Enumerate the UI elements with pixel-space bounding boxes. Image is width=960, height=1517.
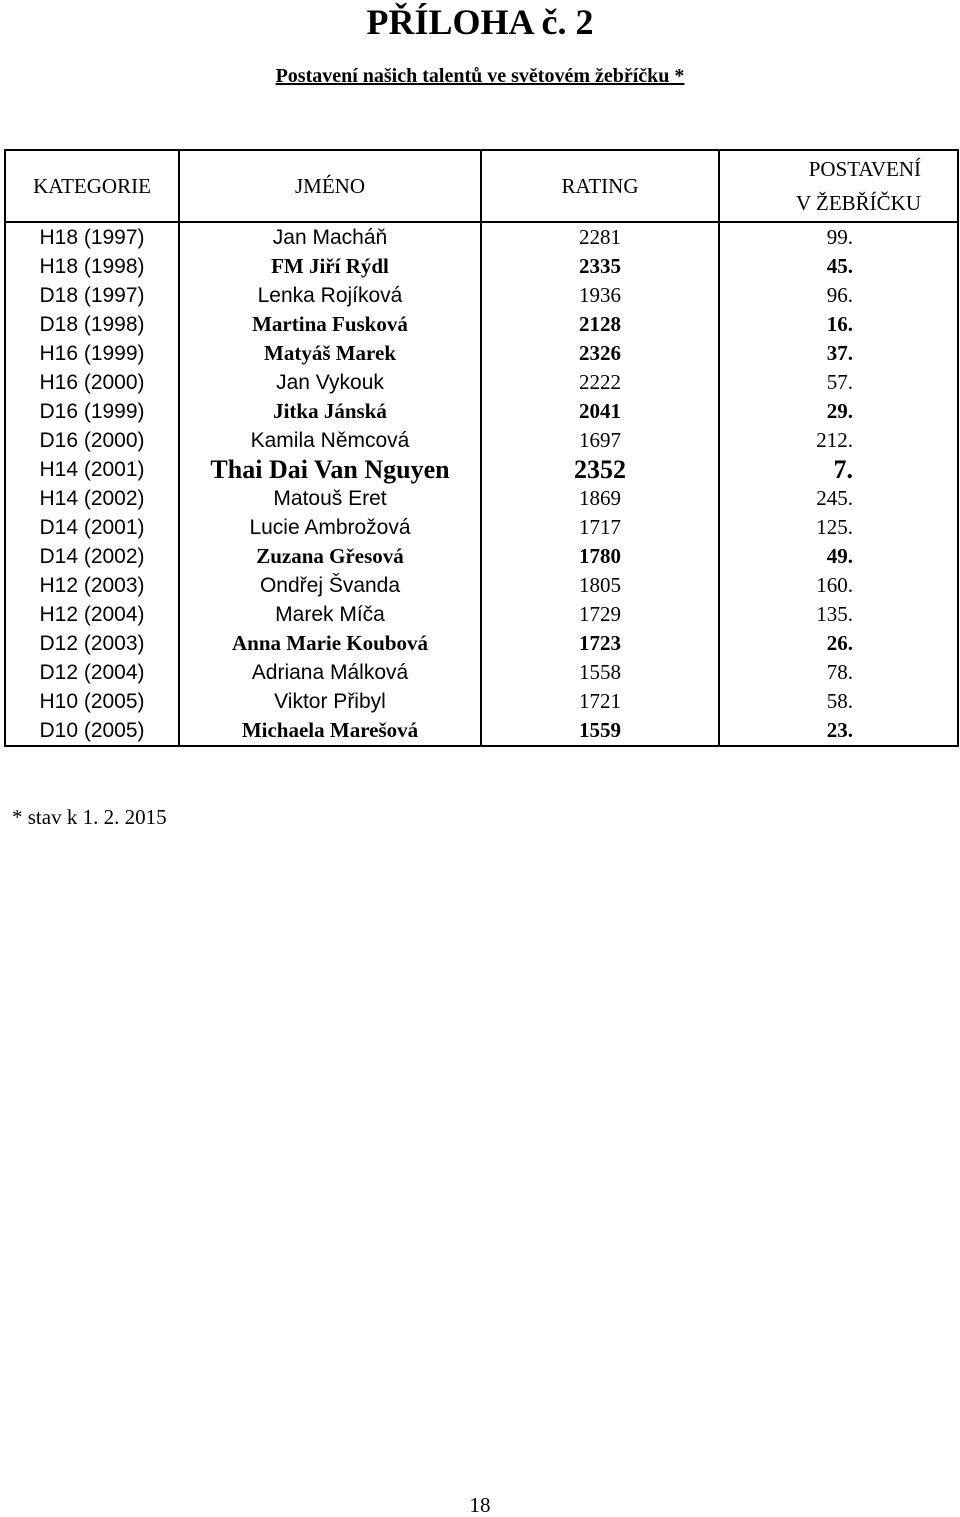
header-name: JMÉNO: [179, 150, 481, 222]
cell-rank: 16.: [719, 310, 958, 339]
cell-category: H16 (1999): [5, 339, 179, 368]
page-title: PŘÍLOHA č. 2: [366, 2, 594, 42]
cell-rating: 2352: [481, 455, 719, 484]
cell-name: Michaela Marešová: [179, 716, 481, 746]
page-number: 18: [469, 1493, 491, 1517]
header-rating: RATING: [481, 150, 719, 222]
table-row: [5, 397, 958, 426]
cell-name: Adriana Málková: [179, 658, 481, 687]
cell-category: D18 (1997): [5, 281, 179, 310]
cell-name: Lenka Rojíková: [179, 281, 481, 310]
cell-category: H18 (1998): [5, 252, 179, 281]
cell-rank: 96.: [719, 281, 958, 310]
table-caption: [0, 63, 960, 89]
cell-name: Matyáš Marek: [179, 339, 481, 368]
cell-category: D16 (1999): [5, 397, 179, 426]
table-row: [5, 426, 958, 455]
cell-rank: 78.: [719, 658, 958, 687]
table-row: [5, 716, 958, 746]
cell-rating: 1869: [481, 484, 719, 513]
cell-name: Kamila Němcová: [179, 426, 481, 455]
cell-name: Anna Marie Koubová: [179, 629, 481, 658]
cell-rank: 57.: [719, 368, 958, 397]
cell-rank: 7.: [719, 455, 958, 484]
cell-rank: 37.: [719, 339, 958, 368]
cell-rating: 1717: [481, 513, 719, 542]
table-row: [5, 687, 958, 716]
cell-category: D16 (2000): [5, 426, 179, 455]
cell-category: H16 (2000): [5, 368, 179, 397]
table-row: [5, 629, 958, 658]
table-row: [5, 513, 958, 542]
table-row: [5, 222, 958, 252]
cell-category: D10 (2005): [5, 716, 179, 746]
cell-rank: 135.: [719, 600, 958, 629]
cell-category: H10 (2005): [5, 687, 179, 716]
cell-category: H14 (2001): [5, 455, 179, 484]
cell-category: D18 (1998): [5, 310, 179, 339]
header-rank: [719, 150, 958, 222]
table-row: [5, 658, 958, 687]
cell-name: Jitka Jánská: [179, 397, 481, 426]
table-row: [5, 339, 958, 368]
ranking-table: [4, 149, 959, 747]
cell-rank: 49.: [719, 542, 958, 571]
cell-rank: 29.: [719, 397, 958, 426]
cell-rank: 125.: [719, 513, 958, 542]
cell-name: Matouš Eret: [179, 484, 481, 513]
cell-rating: 1723: [481, 629, 719, 658]
cell-rating: 1558: [481, 658, 719, 687]
cell-rating: 2281: [481, 222, 719, 252]
header-rank-line2: V ŽEBŘÍČKU: [795, 191, 921, 215]
cell-rank: 212.: [719, 426, 958, 455]
cell-rating: 1697: [481, 426, 719, 455]
cell-name: Ondřej Švanda: [179, 571, 481, 600]
cell-category: H14 (2002): [5, 484, 179, 513]
cell-rank: 45.: [719, 252, 958, 281]
cell-rank: 23.: [719, 716, 958, 746]
cell-name: Zuzana Gřesová: [179, 542, 481, 571]
cell-name: Viktor Přibyl: [179, 687, 481, 716]
header-rank-line1: POSTAVENÍ: [808, 157, 921, 181]
cell-rating: 1729: [481, 600, 719, 629]
cell-category: D12 (2003): [5, 629, 179, 658]
cell-rating: 2335: [481, 252, 719, 281]
cell-rating: 1780: [481, 542, 719, 571]
cell-rank: 99.: [719, 222, 958, 252]
cell-rank: 245.: [719, 484, 958, 513]
table-row: [5, 252, 958, 281]
table-row: [5, 542, 958, 571]
cell-category: D14 (2001): [5, 513, 179, 542]
cell-rating: 2326: [481, 339, 719, 368]
table-row: [5, 571, 958, 600]
cell-category: D14 (2002): [5, 542, 179, 571]
table-row: [5, 281, 958, 310]
cell-rating: 1559: [481, 716, 719, 746]
cell-rating: 2222: [481, 368, 719, 397]
cell-name: Jan Macháň: [179, 222, 481, 252]
header-category: KATEGORIE: [5, 150, 179, 222]
table-caption-text: Postavení našich talentů ve světovém žebříčku *: [275, 65, 685, 87]
cell-category: H12 (2003): [5, 571, 179, 600]
cell-rank: 58.: [719, 687, 958, 716]
table-row: [5, 455, 958, 484]
table-row: [5, 310, 958, 339]
table-row: [5, 368, 958, 397]
cell-rating: 2041: [481, 397, 719, 426]
cell-name: Lucie Ambrožová: [179, 513, 481, 542]
cell-name: Martina Fusková: [179, 310, 481, 339]
cell-rating: 1936: [481, 281, 719, 310]
cell-name: Thai Dai Van Nguyen: [179, 455, 481, 484]
footnote: * stav k 1. 2. 2015: [12, 805, 167, 829]
table-row: [5, 600, 958, 629]
cell-category: D12 (2004): [5, 658, 179, 687]
table-header-row: [5, 150, 958, 222]
cell-category: H18 (1997): [5, 222, 179, 252]
cell-rank: 26.: [719, 629, 958, 658]
cell-category: H12 (2004): [5, 600, 179, 629]
cell-name: Marek Míča: [179, 600, 481, 629]
table-row: [5, 484, 958, 513]
cell-name: Jan Vykouk: [179, 368, 481, 397]
cell-rating: 1721: [481, 687, 719, 716]
cell-rating: 2128: [481, 310, 719, 339]
cell-name: FM Jiří Rýdl: [179, 252, 481, 281]
cell-rank: 160.: [719, 571, 958, 600]
cell-rating: 1805: [481, 571, 719, 600]
